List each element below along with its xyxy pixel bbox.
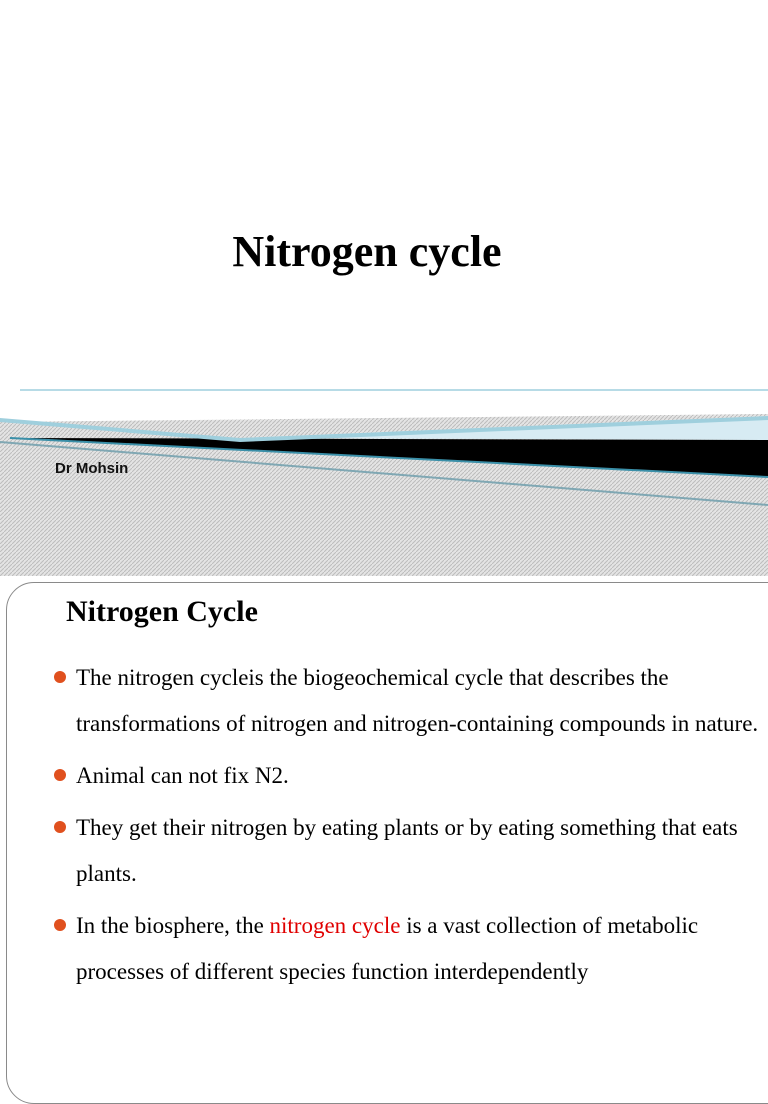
bullet-text: They get their nitrogen by eating plants or by eating something that eats plants. [76, 815, 738, 886]
bullet-text: The nitrogen cycleis the biogeochemical cycle that describes the transformations of nitrogen and nitrogen-containing compounds in nature. [76, 665, 759, 736]
decorative-band [0, 380, 768, 576]
bullet-dot-icon [54, 671, 66, 683]
highlighted-term: nitrogen cycle [269, 913, 401, 938]
content-slide [6, 582, 768, 1104]
bullet-dot-icon [54, 919, 66, 931]
bullet-text-before: In the biosphere, the [76, 913, 270, 938]
content-slide-title: Nitrogen Cycle [66, 595, 258, 628]
list-item [51, 805, 763, 897]
bullet-list [51, 655, 763, 1001]
bullet-text-after: is a vast collection of metabolic processes of different species function interdependently [76, 913, 699, 984]
bullet-text: Animal can not fix N2. [76, 763, 289, 788]
list-item [51, 753, 763, 799]
bullet-dot-icon [54, 821, 66, 833]
list-item [51, 655, 763, 747]
slide-title: Nitrogen cycle [232, 227, 502, 276]
bullet-dot-icon [54, 769, 66, 781]
list-item [51, 903, 763, 995]
author-name: Dr Mohsin [55, 460, 129, 477]
